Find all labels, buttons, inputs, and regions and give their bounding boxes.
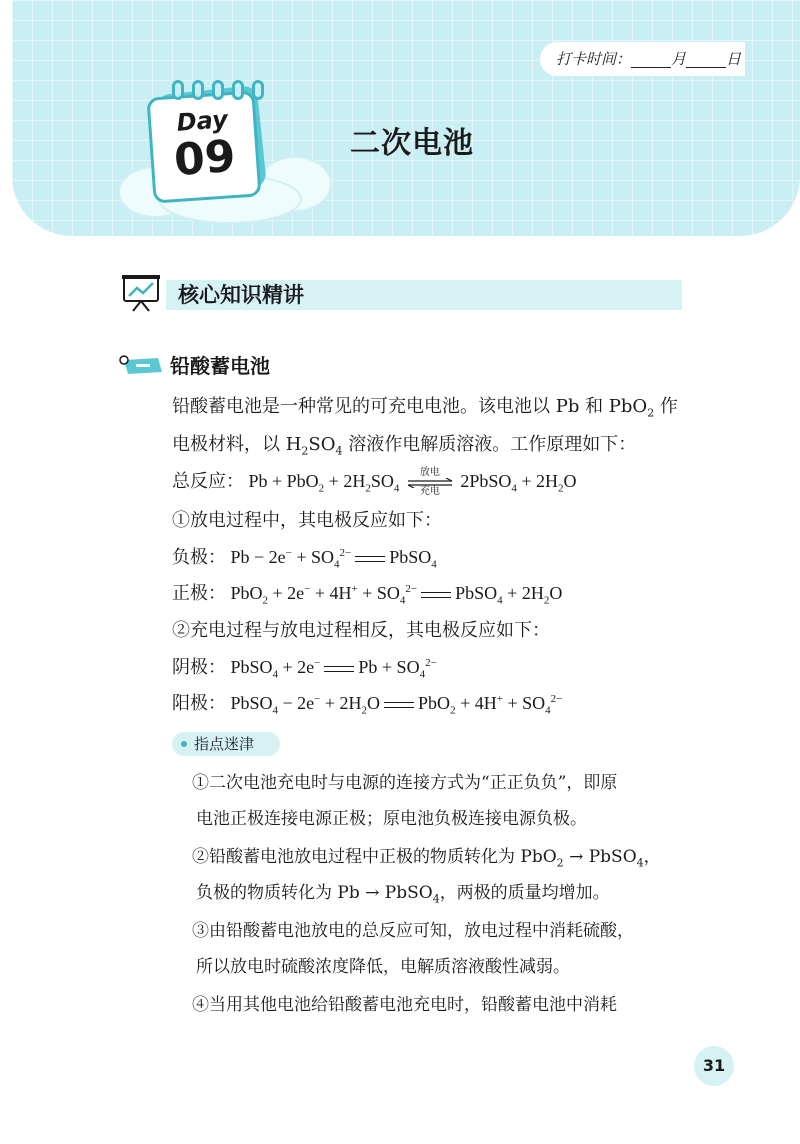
intro-line-2: 电极材料，以 $H_2SO_4$ 溶液作电解质溶液。工作原理如下： [172,434,637,458]
calendar-card [146,90,261,203]
tip-text: ， [643,847,661,867]
tip-line-3: ②铅酸蓄电池放电过程中正极的物质转化为 PbO$_2$ → PbSO$_4$， [192,847,661,870]
calendar-rings [172,80,272,100]
subsection-title: 铅酸蓄电池 [170,354,270,378]
tip-line-1: ①二次电池充电时与电源的连接方式为“正正负负”，即原 [192,773,618,793]
ring-icon [252,80,264,100]
punch-card-label: 打卡时间： [556,50,632,68]
punch-card-month: 月 [671,50,687,68]
intro-text: SO [308,434,336,455]
tip-text: ②铅酸蓄电池放电过程中正极的物质转化为 PbO [192,847,557,867]
ring-icon [172,80,184,100]
presentation-board-icon [120,274,164,314]
equation-label: 负极： [172,547,226,567]
calendar-day-number: 09 [172,130,238,187]
anode-equation: 阳极： PbSO$_4$ − $2e^- + 2H_2O$ $PbO_2 + 4H^+ + SO_4^{2-}$ [172,693,563,717]
punch-card-day: 日 [726,50,742,68]
section-title: 核心知识精讲 [178,283,304,307]
month-blank [631,53,671,68]
page-title: 二次电池 [350,126,474,161]
tip-text: 负极的物质转化为 Pb → PbSO [196,883,433,903]
equation-label: 阳极： [172,693,226,713]
reversible-arrow-icon [406,466,454,497]
tip-line-7: ④当用其他电池给铅酸蓄电池充电时，铅酸蓄电池中消耗 [192,995,617,1015]
ring-icon [232,80,244,100]
punch-card-field [540,42,745,76]
arrow-label-bottom: 充电 [419,485,440,497]
total-reaction-equation: 总反应： $Pb + PbO_2 + 2H_2SO_4$ 放电 充电 2PbSO$_4$ + $2H_2O$ [172,466,577,497]
ring-icon [192,80,204,100]
day-blank [686,53,726,68]
intro-text: 电极材料，以 H [172,434,302,455]
intro-line-1: 铅酸蓄电池是一种常见的可充电电池。该电池以 Pb 和 PbO$_2$ 作 [172,396,678,420]
equation-label: 正极： [172,583,226,603]
discharge-title: ①放电过程中，其电极反应如下： [172,510,442,531]
subsection-marker-icon [118,354,166,378]
intro-text: 溶液作电解质溶液。工作原理如下： [342,434,637,455]
arrow-label-top: 放电 [419,466,440,478]
equation-label: 阴极： [172,657,226,677]
tip-text: ，两极的质量均增加。 [439,883,610,903]
tip-text: → PbSO [563,847,637,867]
page-number: 31 [694,1046,734,1086]
equation-label: 总反应： [172,471,244,491]
calendar-day-label: Day [175,105,229,137]
tip-line-2: 电池正极连接电源正极；原电池负极连接电源负极。 [196,809,587,829]
tips-tag: 指点迷津 [172,732,280,756]
negative-electrode-equation: 负极： $Pb - 2e^- + SO_4^{2-}$ PbSO$_4$ [172,547,437,571]
positive-electrode-equation: 正极： $PbO_2 + 2e^- + 4H^+ + SO_4^{2-}$ PbSO$_4$ + $2H_2O$ [172,583,563,607]
charge-title: ②充电过程与放电过程相反，其电极反应如下： [172,620,550,641]
cathode-equation: 阴极： PbSO$_4$ + 2e− $Pb + SO_4^{2-}$ [172,657,437,681]
intro-text: 铅酸蓄电池是一种常见的可充电电池。该电池以 Pb 和 PbO [172,396,648,417]
tip-line-4: 负极的物质转化为 Pb → PbSO$_4$，两极的质量均增加。 [196,883,610,906]
tip-line-5: ③由铅酸蓄电池放电的总反应可知，放电过程中消耗硫酸， [192,921,634,941]
intro-text: 作 [654,396,678,417]
tip-line-6: 所以放电时硫酸浓度降低，电解质溶液酸性减弱。 [196,957,570,977]
ring-icon [212,80,224,100]
calendar-badge [108,78,338,228]
